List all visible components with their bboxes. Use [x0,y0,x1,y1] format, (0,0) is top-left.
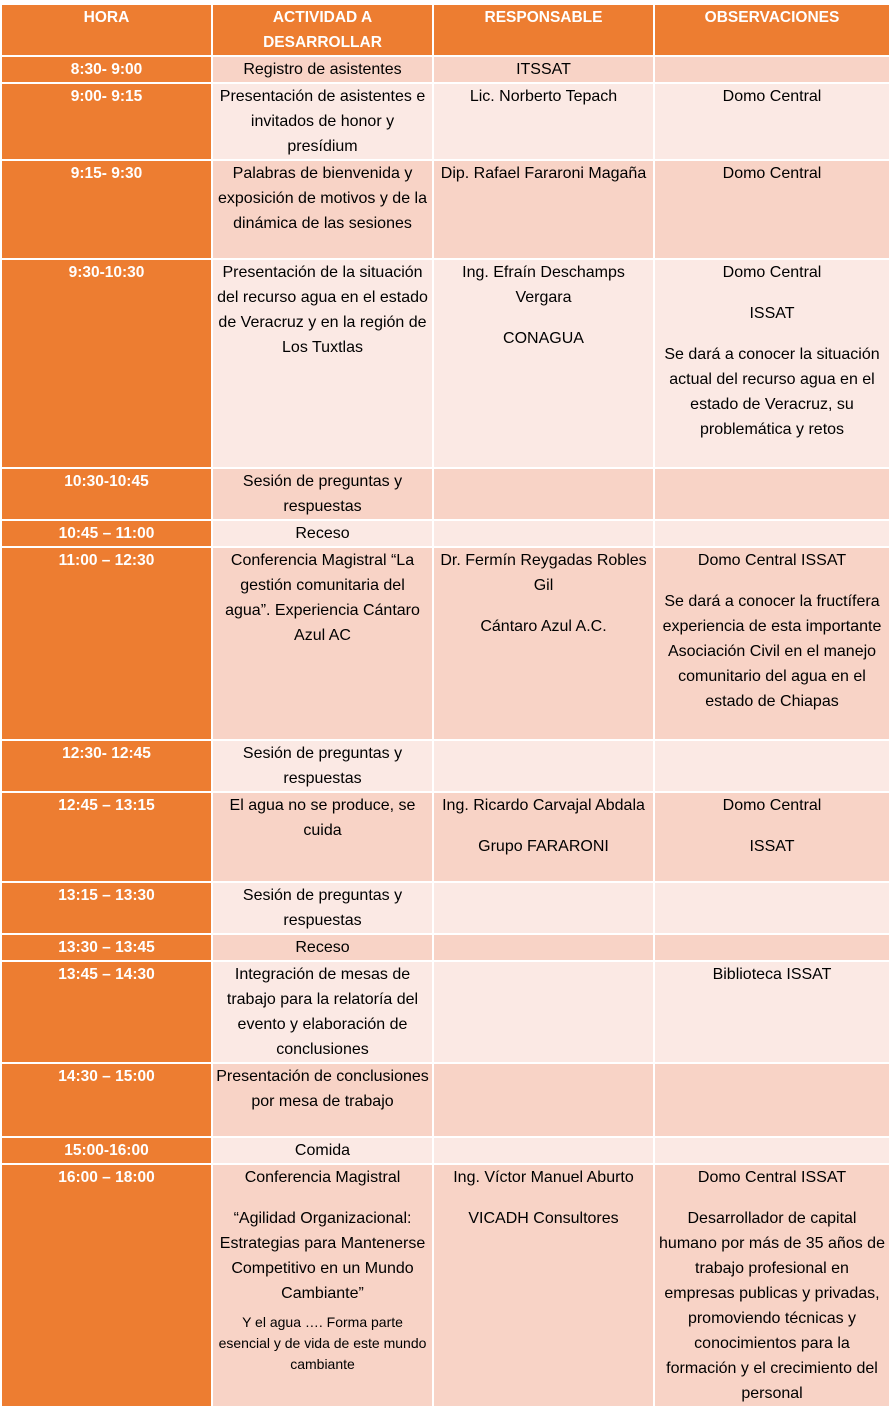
cell-actividad [213,57,432,82]
actividad-text: El agua no se produce, se cuida [229,797,416,839]
cell-actividad [213,962,432,1062]
cell-hora: 10:45 – 11:00 [2,521,211,546]
observaciones-text: Domo Central ISSAT [697,552,847,569]
cell-actividad [213,883,432,933]
paragraph-gap [658,573,886,589]
cell-observaciones [655,469,889,519]
observaciones-text: Se dará a conocer la fructífera experiencia de esta importante Asociación Civil en el manejo comunitario del agua en el estado de Chiapas [662,593,882,710]
observaciones-text: Domo Central [722,797,822,814]
cell-hora: 12:45 – 13:15 [2,793,211,881]
table-row [2,1064,889,1136]
cell-actividad [213,793,432,881]
table-row [2,883,889,933]
cell-hora: 12:30- 12:45 [2,741,211,791]
observaciones-text: Desarrollador de capital humano por más de 35 años de trabajo profesional en empresas publicas y privadas, promoviendo técnicas y conocimientos para la formación y el crecimiento del personal [659,1210,885,1402]
header-responsable: RESPONSABLE [434,5,653,55]
table-row [2,1165,889,1406]
actividad-text: Palabras de bienvenida y exposición de motivos y de la dinámica de las sesiones [218,165,427,232]
responsable-text: VICADH Consultores [468,1210,619,1227]
actividad-text: “Agilidad Organizacional: Estrategias para Mantenerse Competitivo en un Mundo Cambiante” [219,1210,426,1302]
cell-responsable [434,469,653,519]
cell-observaciones [655,161,889,258]
cell-actividad [213,161,432,258]
cell-hora: 15:00-16:00 [2,1138,211,1163]
observaciones-text: Domo Central [722,88,822,105]
cell-actividad [213,935,432,960]
cell-responsable [434,1165,653,1406]
paragraph-gap [437,818,650,834]
cell-responsable [434,84,653,159]
cell-responsable [434,1138,653,1163]
cell-responsable [434,521,653,546]
actividad-note: Y el agua …. Forma parte esencial y de vida de este mundo cambiante [218,1314,427,1372]
actividad-text: Sesión de preguntas y respuestas [242,745,403,787]
cell-observaciones [655,883,889,933]
cell-actividad [213,469,432,519]
responsable-text: CONAGUA [503,330,584,347]
responsable-text: Cántaro Azul A.C. [480,618,607,635]
cell-observaciones [655,1138,889,1163]
observaciones-text: Domo Central ISSAT [697,1169,847,1186]
cell-actividad [213,1165,432,1406]
responsable-text: Grupo FARARONI [478,838,609,855]
actividad-text: Conferencia Magistral “La gestión comunitaria del agua”. Experiencia Cántaro Azul AC [225,552,420,644]
cell-hora: 9:00- 9:15 [2,84,211,159]
responsable-text: Ing. Efraín Deschamps Vergara [462,264,625,306]
cell-observaciones [655,84,889,159]
responsable-text: Ing. Víctor Manuel Aburto [453,1169,634,1186]
responsable-text: ITSSAT [516,61,571,78]
cell-actividad [213,1138,432,1163]
cell-hora: 13:45 – 14:30 [2,962,211,1062]
actividad-text: Conferencia Magistral [244,1169,401,1186]
paragraph-gap [437,310,650,326]
actividad-text: Sesión de preguntas y respuestas [242,473,403,515]
observaciones-text: Domo Central [722,264,822,281]
cell-responsable [434,1064,653,1136]
cell-hora: 13:15 – 13:30 [2,883,211,933]
header-hora: HORA [2,5,211,55]
paragraph-gap [658,818,886,834]
cell-responsable [434,935,653,960]
actividad-text: Presentación de la situación del recurso agua en el estado de Veracruz y en la región de Los Tuxtlas [217,264,428,356]
paragraph-gap [658,285,886,301]
cell-actividad [213,260,432,467]
paragraph-gap [437,1190,650,1206]
cell-actividad [213,84,432,159]
table-row [2,548,889,739]
responsable-text: Ing. Ricardo Carvajal Abdala [442,797,645,814]
observaciones-text: Se dará a conocer la situación actual del recurso agua en el estado de Veracruz, su problemática y retos [664,346,880,438]
observaciones-text: ISSAT [749,305,795,322]
actividad-text: Presentación de conclusiones por mesa de trabajo [216,1068,429,1110]
header-actividad: ACTIVIDAD A DESARROLLAR [213,5,432,55]
table-row [2,84,889,159]
observaciones-text: Domo Central [722,165,822,182]
cell-responsable [434,962,653,1062]
table-row [2,935,889,960]
cell-observaciones [655,1064,889,1136]
table-row [2,161,889,258]
cell-responsable [434,883,653,933]
cell-responsable [434,260,653,467]
responsable-text: Dip. Rafael Fararoni Magaña [440,165,647,182]
cell-hora: 11:00 – 12:30 [2,548,211,739]
observaciones-text: ISSAT [749,838,795,855]
actividad-text: Presentación de asistentes e invitados de honor y presídium [219,88,426,155]
cell-actividad [213,521,432,546]
table-row [2,741,889,791]
cell-responsable [434,57,653,82]
responsable-text: Lic. Norberto Tepach [469,88,618,105]
actividad-text: Sesión de preguntas y respuestas [242,887,403,929]
cell-hora: 16:00 – 18:00 [2,1165,211,1406]
cell-observaciones [655,1165,889,1406]
cell-hora: 13:30 – 13:45 [2,935,211,960]
header-observaciones: OBSERVACIONES [655,5,889,55]
cell-hora: 8:30- 9:00 [2,57,211,82]
cell-responsable [434,161,653,258]
cell-observaciones [655,260,889,467]
cell-actividad [213,741,432,791]
header-row [2,5,889,55]
cell-observaciones [655,793,889,881]
cell-responsable [434,793,653,881]
cell-observaciones [655,521,889,546]
actividad-text: Receso [295,525,350,542]
table-row [2,469,889,519]
observaciones-text: Biblioteca ISSAT [712,966,832,983]
cell-observaciones [655,548,889,739]
cell-hora: 10:30-10:45 [2,469,211,519]
cell-observaciones [655,57,889,82]
cell-hora: 9:30-10:30 [2,260,211,467]
responsable-text: Dr. Fermín Reygadas Robles Gil [440,552,647,594]
cell-actividad [213,548,432,739]
cell-actividad [213,1064,432,1136]
table-row [2,962,889,1062]
table-row [2,793,889,881]
table-row [2,57,889,82]
paragraph-gap [437,598,650,614]
agenda-table [0,3,891,1408]
actividad-text: Integración de mesas de trabajo para la relatoría del evento y elaboración de conclusiones [226,966,419,1058]
cell-hora: 9:15- 9:30 [2,161,211,258]
actividad-text: Registro de asistentes [243,61,402,78]
cell-hora: 14:30 – 15:00 [2,1064,211,1136]
paragraph-gap [658,326,886,342]
cell-responsable [434,741,653,791]
paragraph-gap [216,1190,429,1206]
cell-observaciones [655,741,889,791]
cell-observaciones [655,935,889,960]
actividad-text: Comida [294,1142,351,1159]
table-row [2,1138,889,1163]
table-row [2,260,889,467]
paragraph-gap [658,1190,886,1206]
cell-responsable [434,548,653,739]
actividad-text: Receso [295,939,350,956]
cell-observaciones [655,962,889,1062]
table-row [2,521,889,546]
